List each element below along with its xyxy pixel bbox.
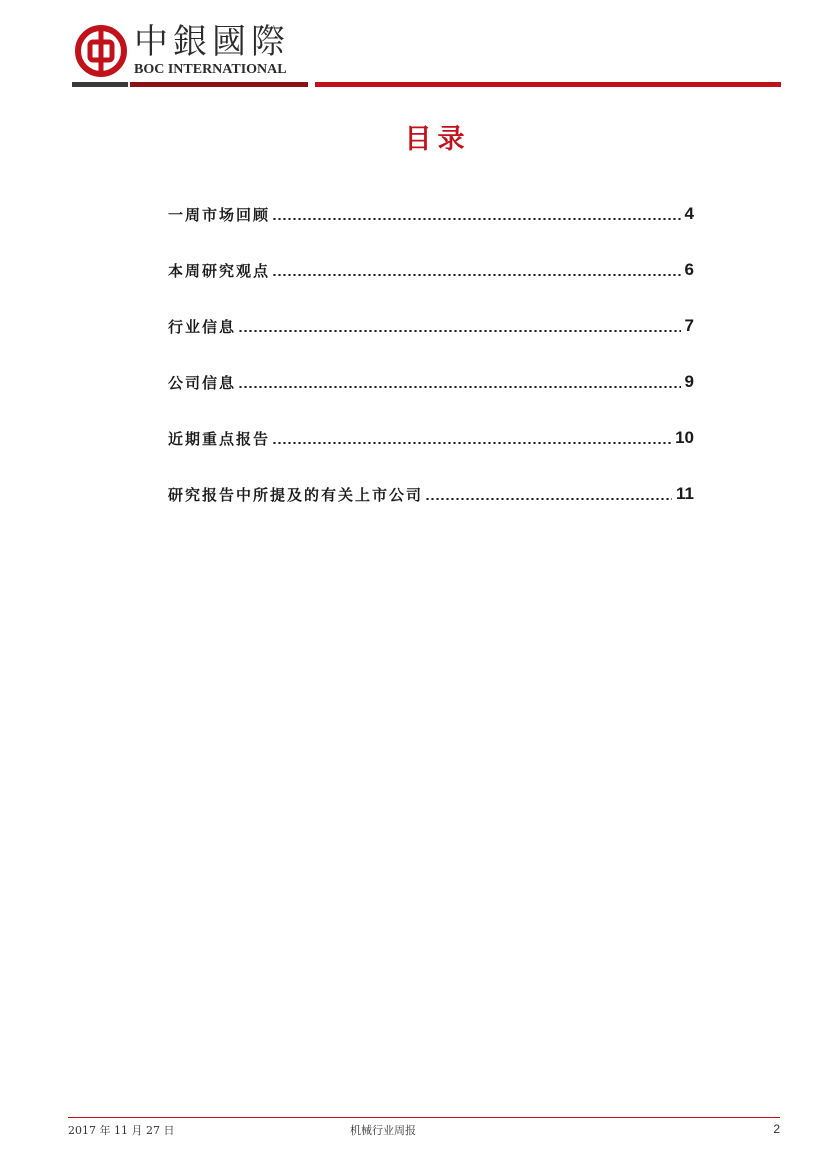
toc-entry-industry-info[interactable] [168, 298, 694, 354]
toc-entry-recent-reports[interactable] [168, 410, 694, 466]
toc-entry-label: 公司信息 [168, 373, 237, 392]
toc-entry-page: 4 [684, 204, 694, 223]
footer-report-title: 机械行业周报 [350, 1124, 416, 1137]
header-rule-red [315, 82, 781, 87]
toc-entry-page: 10 [675, 428, 694, 447]
toc-entry-label: 近期重点报告 [168, 429, 271, 448]
toc-entry-page: 6 [684, 260, 694, 279]
toc-entry-label: 一周市场回顾 [168, 205, 271, 224]
toc-entry-company-info[interactable] [168, 354, 694, 410]
toc-dot-leader [272, 274, 681, 276]
page-header [72, 20, 792, 88]
toc-entry-page: 11 [676, 484, 694, 503]
table-of-contents [168, 186, 694, 522]
toc-entry-label: 本周研究观点 [168, 261, 271, 280]
toc-entry-page: 9 [684, 372, 694, 391]
toc-entry-label: 研究报告中所提及的有关上市公司 [168, 485, 424, 504]
toc-entry-label: 行业信息 [168, 317, 237, 336]
logo-english-name: BOC INTERNATIONAL [134, 62, 287, 77]
toc-entry-page: 7 [684, 316, 694, 335]
page-footer [68, 1122, 780, 1140]
boc-logo-icon [75, 25, 127, 77]
toc-title: 目录 [404, 124, 471, 155]
footer-date: 2017 年 11 月 27 日 [68, 1124, 175, 1137]
header-rule-dark [72, 82, 128, 87]
footer-rule [68, 1117, 780, 1118]
logo-chinese-name: 中銀國際 [134, 22, 290, 62]
toc-entry-market-review[interactable] [168, 186, 694, 242]
toc-entry-listed-companies[interactable] [168, 466, 694, 522]
toc-dot-leader [425, 498, 672, 500]
toc-entry-research-views[interactable] [168, 242, 694, 298]
toc-dot-leader [238, 386, 681, 388]
toc-dot-leader [238, 330, 681, 332]
toc-dot-leader [272, 442, 671, 444]
footer-page-number: 2 [773, 1122, 780, 1136]
toc-dot-leader [272, 218, 681, 220]
header-rule-darkred [130, 82, 308, 87]
